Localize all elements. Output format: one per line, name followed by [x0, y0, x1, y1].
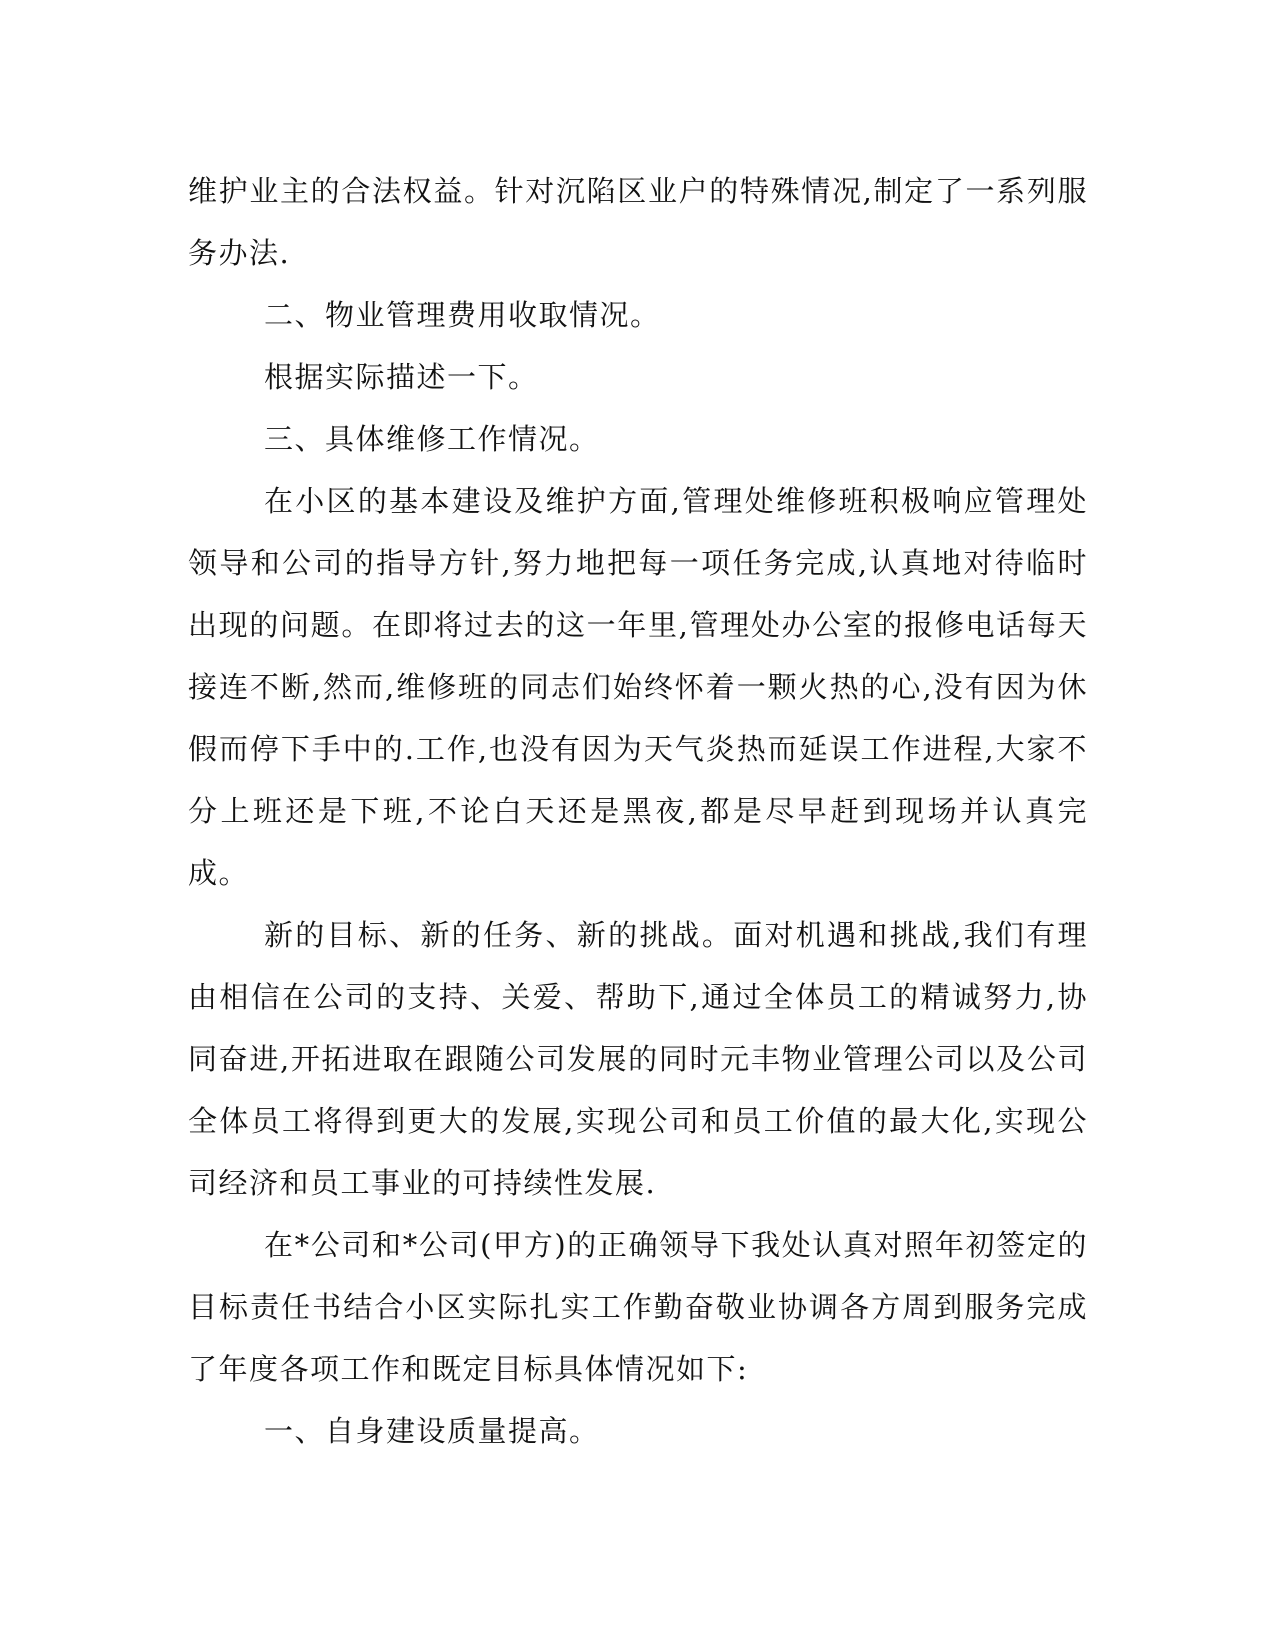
document-body: [188, 160, 1088, 1462]
paragraph-leadership: 在*公司和*公司(甲方)的正确领导下我处认真对照年初签定的目标责任书结合小区实际扎实工作勤奋敬业协调各方周到服务完成了年度各项工作和既定目标具体情况如下:: [188, 1228, 1088, 1386]
heading-self-construction: 一、自身建设质量提高。: [264, 1414, 600, 1448]
paragraph-new-goals: 新的目标、新的任务、新的挑战。面对机遇和挑战,我们有理由相信在公司的支持、关爱、帮助下,通过全体员工的精诚努力,协同奋进,开拓进取在跟随公司发展的同时元丰物业管理公司以及公司全体员工将得到更大的发展,实现公司和员工价值的最大化,实现公司经济和员工事业的可持续性发展.: [188, 918, 1088, 1200]
paragraph-continuation: 维护业主的合法权益。针对沉陷区业户的特殊情况,制定了一系列服务办法.: [188, 174, 1088, 270]
paragraph-describe: 根据实际描述一下。: [264, 360, 539, 394]
paragraph-maintenance: 在小区的基本建设及维护方面,管理处维修班积极响应管理处领导和公司的指导方针,努力地把每一项任务完成,认真地对待临时出现的问题。在即将过去的这一年里,管理处办公室的报修电话每天接连不断,然而,维修班的同志们始终怀着一颗火热的心,没有因为休假而停下手中的.工作,也没有因为天气炎热而延误工作进程,大家不分上班还是下班,不论白天还是黑夜,都是尽早赶到现场并认真完成。: [188, 484, 1088, 890]
heading-fee-collection: 二、物业管理费用收取情况。: [264, 298, 661, 332]
heading-maintenance-work: 三、具体维修工作情况。: [264, 422, 600, 456]
